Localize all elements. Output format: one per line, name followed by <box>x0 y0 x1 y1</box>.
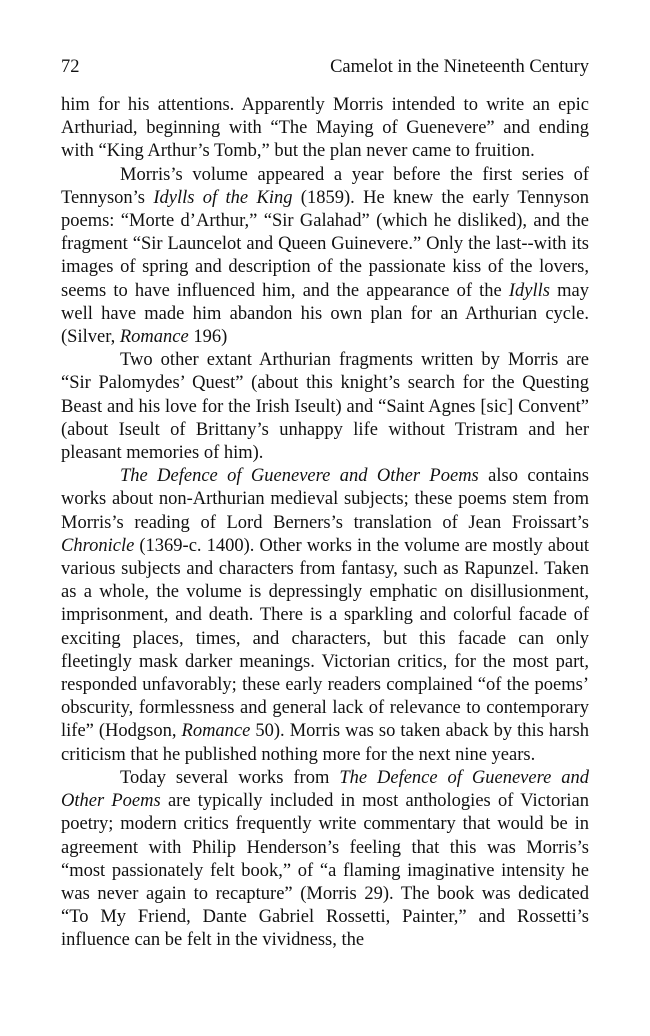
paragraph-text: Morris’s volume appeared a year before the first series of Tennyson’s <box>61 164 589 208</box>
paragraph-text: him for his attentions. Apparently Morris intended to write an epic Arthuriad, beginning with “The Maying of Guenevere” and ending with “King Arthur’s Tomb,” but the plan never came to fruition. <box>61 95 589 162</box>
italic-title-text: Chronicle <box>61 535 135 556</box>
paragraph-text: may well have made him abandon his own plan for an Arthurian cycle. (Silver, <box>61 280 589 348</box>
italic-title-text: Romance <box>119 327 189 348</box>
paragraph-text: also contains works about non-Arthurian medieval subjects; these poems stem from Morris’s reading of Lord Berners’s translation of Jean Froissart’s <box>61 466 590 533</box>
paragraph <box>61 465 589 767</box>
paragraph-text: (1859). He knew the early Tennyson poems: “Morte d’Arthur,” “Sir Galahad” (which he disliked), and the fragment “Sir Launcelot and Queen Guinevere.” Only the last--with its images of spring and description of the passionate kiss of the lovers, seems to have influenced him, and the appearance of the <box>61 187 589 301</box>
book-page <box>61 54 589 953</box>
italic-title-text: Idylls of the King <box>153 187 293 208</box>
paragraph <box>61 349 589 465</box>
running-head <box>61 54 589 80</box>
italic-title-text: Idylls <box>508 280 550 301</box>
paragraph-text: Today several works from <box>120 767 340 788</box>
paragraph-text: are typically included in most anthologies of Victorian poetry; modern critics frequently write commentary that would be in agreement with Philip Henderson’s feeling that this was Morris’s “most passionately felt book,” of “a flaming imaginative intensity he was never again to recapture” (Morris 29). The book was dedicated “To My Friend, Dante Gabriel Rossetti, Painter,” and Rossetti’s influence can be felt in the vividness, the <box>61 791 590 951</box>
body-text <box>61 94 589 953</box>
paragraph <box>61 767 589 953</box>
italic-title-text: Romance <box>181 721 251 742</box>
paragraph-text: 50). Morris was so taken aback by this harsh criticism that he published nothing more for the next nine years. <box>61 721 589 765</box>
paragraph-text: (1369-c. 1400). Other works in the volume are mostly about various subjects and characters from fantasy, such as Rapunzel. Taken as a whole, the volume is depressingly emphatic on disillusionment, imprisonment, and death. There is a sparkling and colorful facade of exciting places, times, and characters, but this facade can only fleetingly mask darker meanings. Victorian critics, for the most part, responded unfavorably; these early readers complained “of the poems’ obscurity, formlessness and general lack of relevance to contemporary life” (Hodgson, <box>61 535 589 742</box>
page-number: 72 <box>61 57 80 77</box>
paragraph <box>61 94 589 164</box>
paragraph-text: Two other extant Arthurian fragments written by Morris are “Sir Palomydes’ Quest” (about this knight’s search for the Questing Beast and his love for the Irish Iseult) and “Saint Agnes [sic] Convent” (about Iseult of Brittany’s unhappy life without Tristram and her pleasant memories of him). <box>61 350 589 464</box>
paragraph-text: 196) <box>188 327 228 348</box>
paragraph <box>61 164 589 350</box>
italic-title-text: The Defence of Guenevere and Other Poems <box>120 466 479 487</box>
running-title: Camelot in the Nineteenth Century <box>330 57 589 77</box>
italic-title-text: The Defence of Guenevere and Other Poems <box>61 767 589 812</box>
